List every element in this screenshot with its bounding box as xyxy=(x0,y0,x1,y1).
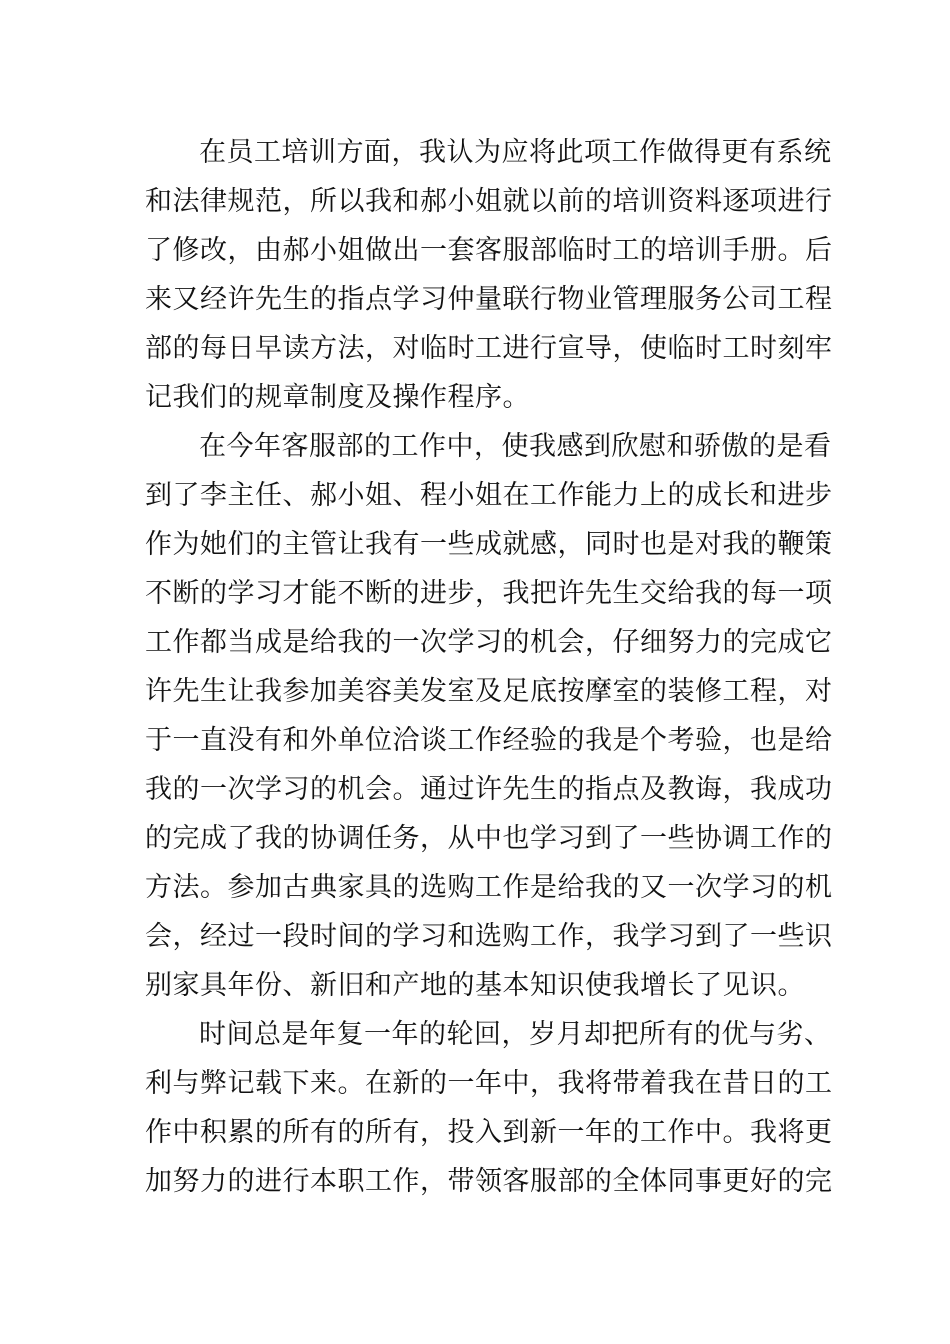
text-line: 作中积累的所有的所有，投入到新一年的工作中。我将更 xyxy=(145,1117,833,1148)
text-line: 不断的学习才能不断的进步，我把许先生交给我的每一项 xyxy=(145,578,833,609)
text-line: 来又经许先生的指点学习仲量联行物业管理服务公司工程 xyxy=(145,284,833,315)
text-line: 会，经过一段时间的学习和选购工作，我学习到了一些识 xyxy=(145,921,833,952)
paragraph-growth-and-learning xyxy=(145,422,833,1010)
text-line: 在今年客服部的工作中，使我感到欣慰和骄傲的是看 xyxy=(199,431,832,462)
text-line: 和法律规范，所以我和郝小姐就以前的培训资料逐项进行 xyxy=(145,186,833,217)
paragraph-staff-training xyxy=(145,128,833,422)
paragraph-new-year-outlook xyxy=(145,1010,833,1206)
text-line: 方法。参加古典家具的选购工作是给我的又一次学习的机 xyxy=(145,872,833,903)
document-body xyxy=(145,128,833,1206)
text-line: 时间总是年复一年的轮回，岁月却把所有的优与劣、 xyxy=(199,1019,832,1050)
text-line: 作为她们的主管让我有一些成就感，同时也是对我的鞭策 xyxy=(145,529,833,560)
text-line: 许先生让我参加美容美发室及足底按摩室的装修工程，对 xyxy=(145,676,833,707)
text-line: 的完成了我的协调任务，从中也学习到了一些协调工作的 xyxy=(145,823,833,854)
text-line: 了修改，由郝小姐做出一套客服部临时工的培训手册。后 xyxy=(145,235,833,266)
text-line: 在员工培训方面，我认为应将此项工作做得更有系统 xyxy=(199,137,832,168)
text-line: 于一直没有和外单位洽谈工作经验的我是个考验，也是给 xyxy=(145,725,833,756)
text-line: 部的每日早读方法，对临时工进行宣导，使临时工时刻牢 xyxy=(145,333,833,364)
text-line: 记我们的规章制度及操作程序。 xyxy=(145,382,530,413)
text-line: 加努力的进行本职工作，带领客服部的全体同事更好的完 xyxy=(145,1166,833,1197)
text-line: 别家具年份、新旧和产地的基本知识使我增长了见识。 xyxy=(145,970,805,1001)
text-line: 工作都当成是给我的一次学习的机会，仔细努力的完成它 xyxy=(145,627,833,658)
text-line: 到了李主任、郝小姐、程小姐在工作能力上的成长和进步 xyxy=(145,480,833,511)
text-line: 利与弊记载下来。在新的一年中，我将带着我在昔日的工 xyxy=(145,1068,833,1099)
text-line: 我的一次学习的机会。通过许先生的指点及教诲，我成功 xyxy=(145,774,833,805)
